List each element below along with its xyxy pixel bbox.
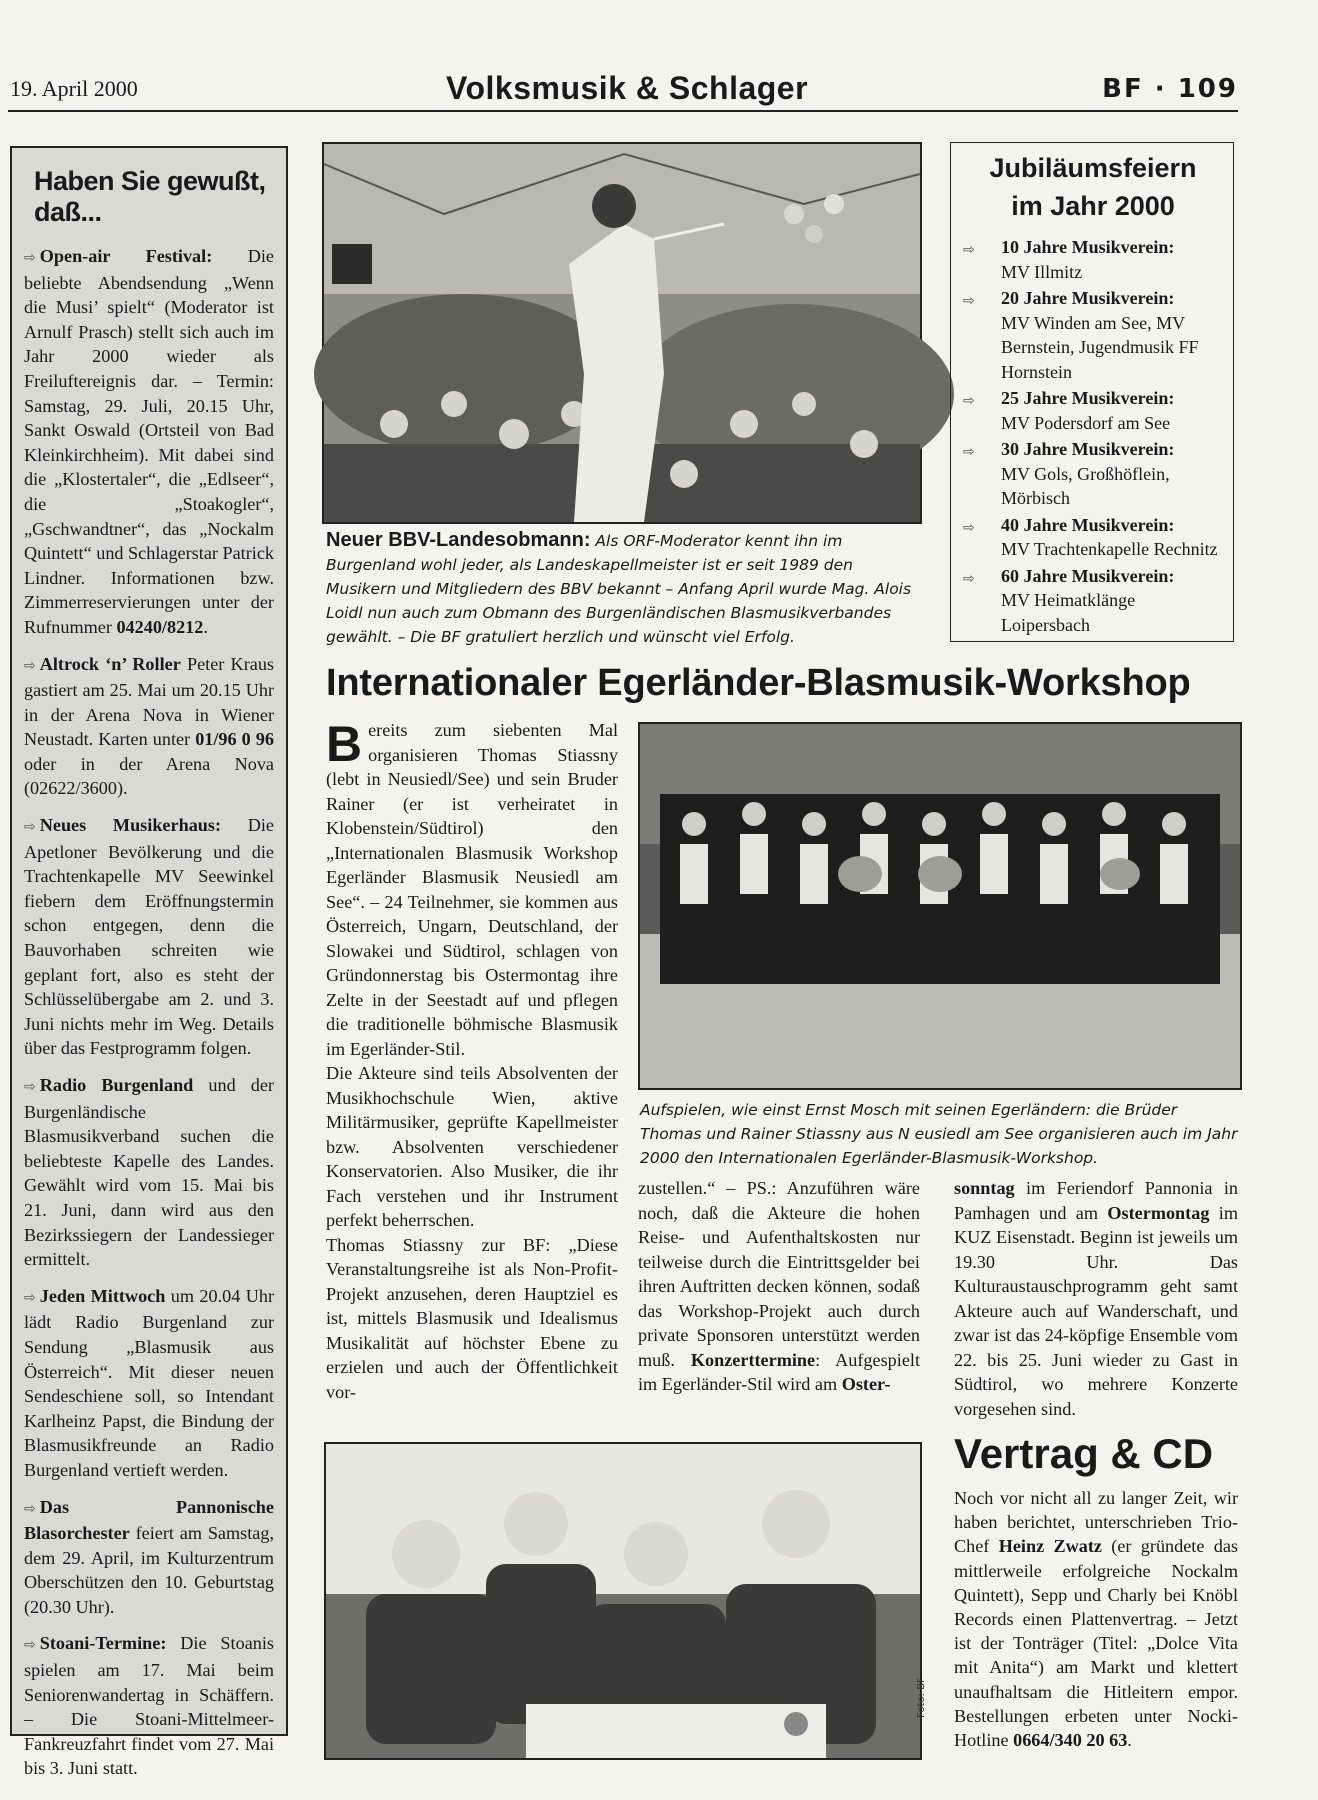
band-caption: Aufspielen, wie einst Ernst Mosch mit seinen Egerländern: die Brüder Thomas und Rainer Stiassny aus N eusiedl am See organisieren auch im Jahr 2000 den Internationalen Egerländer-Blasmusik-Workshop. (640, 1101, 1238, 1167)
article-column-2 (638, 1176, 920, 1397)
conductor-photo (322, 142, 922, 524)
drop-cap: B (326, 716, 363, 772)
sidebar-item-tail: oder in der Arena Nova (02622/3600). (24, 753, 274, 799)
conductor-caption (326, 528, 916, 649)
arrow-icon: ⇨ (963, 444, 975, 460)
sidebar-item (24, 1495, 274, 1620)
easter-monday: Ostermontag (1107, 1202, 1210, 1223)
vertrag-body (954, 1486, 1238, 1752)
arrow-icon: ⇨ (963, 393, 975, 409)
sidebar-item-text: Die beliebte Abendsendung „Wenn die Musi’ spielt“ (Moderator ist Arnulf Prasch) stellt sich auch im Jahr 2000 wieder als Freiluftereignis dar. – Termin: Samstag, 29. Juli, 20.15 Uhr, Sankt Oswald (Ortsteil von Bad Kleinkirchheim). Mit dabei sind die „Klostertaler“, die „Edlseer“, die „Stoakogler“, „Gschwandtner“, das „Nockalm Quintett“ und Schlagerstar Patrick Lindner. Informationen bzw. Zimmerreservierungen unter der Rufnummer (24, 246, 275, 637)
vertrag-text-3: . (1127, 1730, 1132, 1751)
sidebar-item-tail: . (203, 616, 208, 637)
sidebar-item-text: und der Burgenländische Blasmusikverband suchen die beliebteste Kapelle des Landes. Gewählt wird vom 15. Mai bis 21. Juni, dann wird aus den Bezirkssiegern der Landessieger ermittelt. (24, 1075, 274, 1270)
jubilee-label: 10 Jahre Musikverein: (1001, 237, 1175, 257)
arrow-icon: ⇨ (24, 1637, 36, 1654)
sidebar-item-text: Die Apetloner Bevölkerung und die Trachtenkapelle MV Seewinkel fiebern dem Eröffnungstermin schon entgegen, denn die Bauvorhaben schreiten wie geplant fort, also es steht der Schlüsselübergabe am 2. und 3. Juni nichts mehr im Weg. Details über das Festprogramm folgen. (24, 815, 275, 1059)
jubilee-item (963, 564, 1223, 638)
sidebar-item-phone: 01/96 0 96 (195, 729, 274, 750)
jubilee-label: 60 Jahre Musikverein: (1001, 565, 1175, 586)
sidebar-item-head: Neues Musikerhaus: (39, 815, 222, 836)
jubilee-item (963, 286, 1223, 384)
vertrag-hotline: 0664/340 20 63 (1013, 1730, 1128, 1751)
vertrag-text-2: (er gründete das mittlerweile erfolgreiche Nockalm Quintett), Sepp und Charly bei Knöbl Records einen Plattenvertrag. – Jetzt ist der Tonträger (Titel: „Dolce Vita mit Anita“) am Markt und klettert unaufhaltsam die Hitleitern empor. Bestellungen erbeten unter Nocki-Hotline (954, 1536, 1239, 1751)
caption-text: Als ORF-Moderator kennt ihn im Burgenland wohl jeder, als Landeskapellmeister ist er seit 1989 den Musikern und Mitgliedern des BBV bekannt – Anfang April wurde Mag. Alois Loidl nun auch zum Obmann des Burgenländischen Blasmusikverbandes gewählt. – Die BF gratuliert herzlich und wünscht viel Erfolg. (326, 532, 912, 646)
sidebar-item-phone: 04240/8212 (116, 616, 204, 637)
arrow-icon: ⇨ (963, 293, 975, 309)
jubilee-title-line1: Jubiläumsfeiern (989, 153, 1197, 183)
did-you-know-sidebar (10, 146, 288, 1779)
sidebar-item (24, 1073, 274, 1272)
arrow-icon: ⇨ (24, 657, 36, 674)
sidebar-item (24, 652, 274, 802)
sidebar-item (24, 813, 274, 1061)
article-col2-text-b: : Aufgespielt im Egerländer-Stil wird am (638, 1349, 920, 1394)
jubilee-text: MV Gols, Großhöflein, Mörbisch (1001, 463, 1170, 508)
sidebar-item-head: Radio Burgenland (39, 1075, 194, 1095)
article-headline: Internationaler Egerländer-Blasmusik-Workshop (326, 662, 1191, 704)
sidebar-item-head: Stoani-Termine: (39, 1633, 167, 1654)
sidebar-title: Haben Sie gewußt, daß... (34, 166, 266, 227)
jubilee-text: MV Heimatklänge Loipersbach (1001, 590, 1136, 635)
jubilee-text: MV Illmitz (1001, 261, 1083, 282)
easter-sunday-part2: sonntag (954, 1178, 1015, 1198)
section-title: Volksmusik & Schlager (446, 70, 809, 106)
header-rule (8, 110, 1238, 112)
sidebar-item (24, 244, 274, 640)
sidebar-item-text: Die Stoanis spielen am 17. Mai beim Seniorenwandertag in Schäffern. – Die Stoani-Mittelmeer-Fankreuzfahrt findet vom 27. Mai bis 3. Juni statt. (24, 1633, 274, 1779)
jubilee-label: 25 Jahre Musikverein: (1001, 388, 1175, 408)
sidebar-item-head: Altrock ‘n’ Roller (39, 653, 181, 674)
concert-dates-label: Konzerttermine (690, 1349, 816, 1370)
arrow-icon: ⇨ (963, 519, 975, 536)
jubilee-text: MV Winden am See, MV Bernstein, Jugendmusik FF Hornstein (1001, 312, 1199, 382)
jubilee-item (963, 513, 1223, 562)
photo-credit: Foto: BF (916, 1677, 927, 1718)
arrow-icon: ⇨ (24, 250, 36, 266)
arrow-icon: ⇨ (963, 242, 975, 258)
jubilee-item (963, 235, 1223, 284)
caption-head: Neuer BBV-Landesobmann: (326, 529, 591, 551)
sidebar-item-head: Open-air Festival: (39, 246, 213, 266)
vertrag-name: Heinz Zwatz (998, 1536, 1102, 1557)
jubilee-box (950, 142, 1234, 642)
jubilee-label: 20 Jahre Musikverein: (1001, 288, 1175, 308)
arrow-icon: ⇨ (24, 1289, 36, 1306)
article-column-1 (326, 718, 618, 1404)
article-column-3 (954, 1176, 1238, 1421)
jubilee-item (963, 386, 1223, 435)
article-paragraph-2: Die Akteure sind teils Absolventen der Musikhochschule Wien, aktive Militärmusiker, geprüfte Kapellmeister bzw. Absolventen verschiedener Konservatorien. Also Musiker, die ihr Fach verstehen und ihr Instrument perfekt beherrschen. (326, 1063, 618, 1230)
article-col2-text: zustellen.“ – PS.: Anzuführen wäre noch, daß die Akteure die hohen Reise- und Aufenthaltskosten nur teilweise durch die Eintrittsgelder bei ihren Auftritten decken können, sodaß das Workshop-Projekt auch durch private Sponsoren unterstützt werden muß. (638, 1178, 920, 1370)
vertrag-title: Vertrag & CD (954, 1430, 1214, 1477)
jubilee-label: 40 Jahre Musikverein: (1001, 514, 1175, 535)
arrow-icon: ⇨ (24, 1500, 36, 1517)
jubilee-title (963, 149, 1223, 225)
issue-date: 19. April 2000 (10, 76, 138, 101)
article-col3-text-b: im KUZ Eisenstadt. Beginn ist jeweils um 19.30 Uhr. Das Kulturaustauschprogramm geht samt Akteure auch auf Wanderschaft, und zwar ist das 24-köpfige Ensemble vom 22. bis 25. Juni wieder zu Gast in Südtirol, wo mehrere Konzerte vorgesehen sind. (954, 1202, 1238, 1419)
jubilee-text: MV Trachtenkapelle Rechnitz (1001, 539, 1218, 559)
vertrag-text-1: Noch vor nicht all zu langer Zeit, wir haben berichtet, unterschrieben Trio-Chef (954, 1488, 1238, 1557)
article-paragraph-1: ereits zum siebenten Mal organisieren Thomas Stiassny (lebt in Neusiedl/See) und sein Bruder Rainer (er ist verheiratet in Klobenstein/Südtirol) den „Internationalen Blasmusik Workshop Egerländer Blasmusik Neusiedl am See“. – 24 Teilnehmer, sie kommen aus Österreich, Ungarn, Deutschland, der Slowakei und Südtirol, schlagen von Gründonnerstag bis Ostermontag ihre Zelte in der Seestadt auf und pflegen die traditionelle böhmische Blasmusik im Egerländer-Stil. (326, 720, 618, 1059)
sidebar-item (24, 1631, 274, 1781)
band-photo (638, 722, 1242, 1090)
sidebar-item-text: um 20.04 Uhr lädt Radio Burgenland zur Sendung „Blasmusik aus Österreich“. Mit dieser neuen Sendeschiene soll, so Intendant Karlheinz Papst, die Bindung der Blasmusikfreunde an Radio Burgenland vertieft werden. (24, 1285, 275, 1480)
easter-sunday-part1: Oster- (841, 1374, 891, 1394)
jubilee-item (963, 437, 1223, 511)
sidebar-item-text: Peter Kraus gastiert am 25. Mai um 20.15 Uhr in der Arena Nova in Wiener Neustadt. Karten unter (24, 653, 274, 750)
sidebar-item-head: Jeden Mittwoch (39, 1285, 166, 1306)
article-paragraph-3: Thomas Stiassny zur BF: „Diese Veranstaltungsreihe ist als Non-Profit-Projekt anzusehen, deren Hauptziel es ist, mittels Blasmusik und Idealismus Musikalität auf höchster Ebene zu erzielen und auch der Öffentlichkeit vor- (326, 1234, 618, 1402)
page-number: BF · 109 (1102, 74, 1238, 104)
sidebar-item-text: feiert am Samstag, dem 29. April, im Kulturzentrum Oberschützen den 10. Geburtstag (20.30 Uhr). (24, 1523, 274, 1617)
jubilee-label: 30 Jahre Musikverein: (1001, 439, 1175, 459)
sidebar-item-head: Das Pannonische Blasorchester (24, 1496, 274, 1544)
article-col3-text-a: im Feriendorf Pannonia in Pamhagen und am (954, 1178, 1238, 1223)
sidebar-item (24, 1284, 274, 1483)
arrow-icon: ⇨ (963, 570, 975, 587)
jubilee-title-line2: im Jahr 2000 (1011, 191, 1175, 221)
arrow-icon: ⇨ (24, 1079, 36, 1095)
arrow-icon: ⇨ (24, 819, 36, 836)
contract-signing-photo (324, 1442, 922, 1760)
jubilee-text: MV Podersdorf am See (1001, 412, 1171, 433)
